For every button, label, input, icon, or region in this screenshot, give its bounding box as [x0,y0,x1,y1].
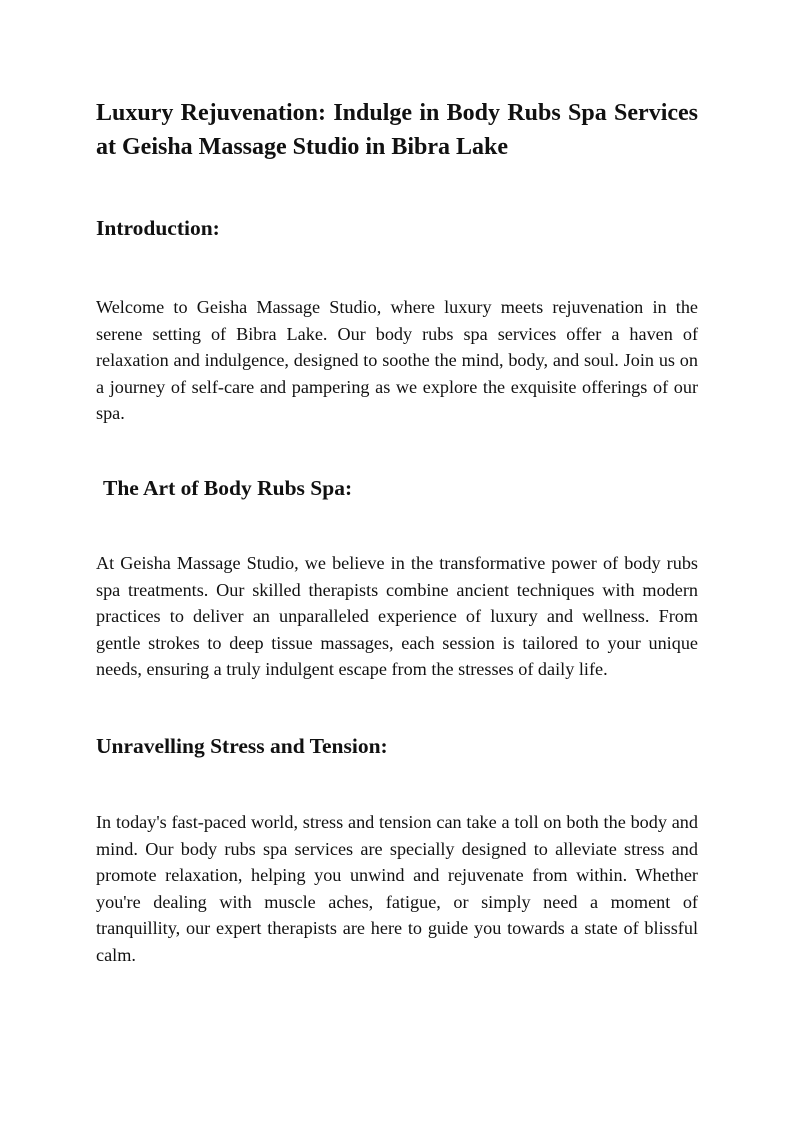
section-heading-introduction: Introduction: [96,216,220,240]
section-body-art-of-body-rubs: At Geisha Massage Studio, we believe in the transformative power of body rubs spa treatments. Our skilled therapists combine ancient techniques with modern practices to deliver an unparalleled experience of luxury and wellness. From gentle strokes to deep tissue massages, each session is tailored to your unique needs, ensuring a truly indulgent escape from the stresses of daily life. [96,552,698,680]
section-heading-unravelling-stress: Unravelling Stress and Tension: [96,733,388,758]
document-title: Luxury Rejuvenation: Indulge in Body Rubs Spa Services at Geisha Massage Studio in Bibra Lake [96,100,698,160]
section-heading-art-of-body-rubs: The Art of Body Rubs Spa: [103,475,353,500]
section-body-unravelling-stress: In today's fast-paced world, stress and tension can take a toll on both the body and mind. Our body rubs spa services are specially designed to alleviate stress and promote relaxation, helping you unwind and rejuvenate from within. Whether you're dealing with muscle aches, fatigue, or simply need a moment of tranquillity, our expert therapists are here to guide you towards a state of blissful calm. [96,811,698,965]
section-body-introduction: Welcome to Geisha Massage Studio, where luxury meets rejuvenation in the serene setting of Bibra Lake. Our body rubs spa services offer a haven of relaxation and indulgence, designed to soothe the mind, body, and soul. Join us on a journey of self-care and pampering as we explore the exquisite offerings of our spa. [96,297,698,424]
